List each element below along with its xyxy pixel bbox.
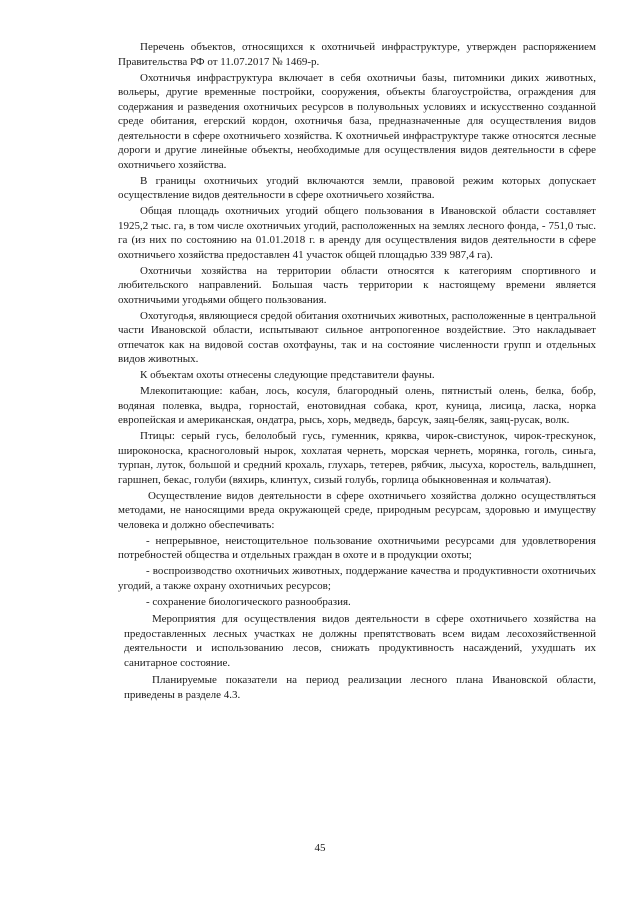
paragraph-mammals: Млекопитающие: кабан, лось, косуля, благородный олень, пятнистый олень, белка, бобр, водяная полевка, выдра, горностай, енотовидная собака, крот, куница, лисица, ласка, норка европейская и американская, ондатра, рысь, хорь, медведь, барсук, заяц-беляк, заяц-русак, волк. [118, 385, 596, 426]
paragraph-hunting-farms: Охотничьи хозяйства на территории области относятся к категориям спортивного и любительского направлений. Большая часть территории к настоящему времени является охотничьими угодьями общего пользования. [118, 264, 596, 306]
list-item-continuous-use: - непрерывное, неистощительное пользование охотничьими ресурсами для удовлетворения потребностей общества и отдельных граждан в охоте и в продукции охоты; [118, 534, 596, 561]
paragraph-anthropogenic-impact: Охотугодья, являющиеся средой обитания охотничьих животных, расположенные в центральной части Ивановской области, испытывают сильное антропогенное воздействие. Это накладывает отпечаток как на видовой состав охотфауны, так и на состояние численности групп и отдельных видов животных. [118, 309, 596, 365]
paragraph-total-area: Общая площадь охотничьих угодий общего пользования в Ивановской области составляет 1925,2 тыс. га, в том числе охотничьих угодий, расположенных на землях лесного фонда, - 751,0 тыс. га (из них по состоянию на 01.01.2018 г. в аренду для осуществления видов деятельности в сфере охотничьего хозяйства предоставлен 41 участок общей площадью 339 987,4 га). [118, 205, 596, 261]
list-item-biodiversity: - сохранение биологического разнообразия. [146, 595, 351, 608]
paragraph-infrastructure-includes: Охотничья инфраструктура включает в себя охотничьи базы, питомники диких животных, вольеры, другие временные постройки, сооружения, объекты благоустройства, ограждения для содержания и разведения охотничьих ресурсов в полувольных условиях и искусственно созданной среде обитания, егерский кордон, охотничья база, предназначенные для осуществления видов деятельности в сфере охотничьего хозяйства. К охотничьей инфраструктуре также относятся лесные дороги и другие линейные объекты, необходимые для осуществления видов деятельности в сфере охотничьего хозяйства. [118, 71, 596, 171]
paragraph-activity-methods: Осуществление видов деятельности в сфере охотничьего хозяйства должно осуществляться методами, не наносящими вреда окружающей среде, природным ресурсам, здоровью и имуществу человека и должно обеспечивать: [118, 489, 596, 531]
paragraph-hunting-grounds-boundaries: В границы охотничьих угодий включаются земли, правовой режим которых допускает осуществление видов деятельности в сфере охотничьего хозяйства. [118, 174, 596, 201]
paragraph-infrastructure-list: Перечень объектов, относящихся к охотничьей инфраструктуре, утвержден распоряжением Правительства РФ от 11.07.2017 № 1469-р. [118, 41, 596, 68]
list-item-reproduction: - воспроизводство охотничьих животных, поддержание качества и продуктивности охотничьих угодий, а также охрану охотничьих ресурсов; [118, 565, 596, 592]
paragraph-measures-forest: Мероприятия для осуществления видов деятельности в сфере охотничьего хозяйства на предоставленных лесных участках не должны препятствовать всем видам лесохозяйственной деятельности и использованию лесов, снижать продуктивность насаждений, ухудшать их санитарное состояние. [124, 613, 596, 669]
document-body [118, 40, 596, 704]
page-number: 45 [314, 842, 326, 854]
paragraph-fauna-intro: К объектам охоты отнесены следующие представители фауны. [140, 369, 435, 381]
paragraph-planned-indicators: Планируемые показатели на период реализации лесного плана Ивановской области, приведены в разделе 4.3. [124, 674, 596, 701]
paragraph-birds: Птицы: серый гусь, белолобый гусь, гуменник, кряква, чирок-свистунок, чирок-трескунок, широконоска, красноголовый нырок, хохлатая чернеть, морская чернеть, морянка, гоголь, синьга, турпан, луток, большой и средний крохаль, глухарь, тетерев, рябчик, лысуха, коростель, вальдшнеп, гаршнеп, бекас, голуби (вяхирь, клинтух, сизый голубь, горлица обыкновенная и кольчатая). [118, 430, 596, 486]
